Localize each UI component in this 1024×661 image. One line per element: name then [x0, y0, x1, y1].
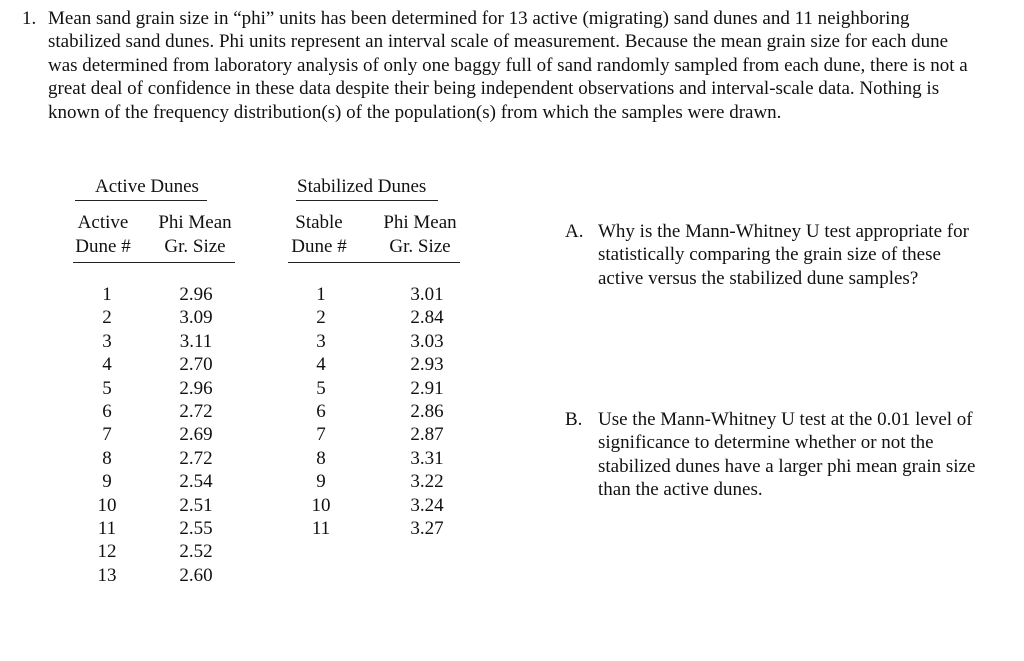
question-b: [565, 408, 985, 502]
grain-size-cell: 2.70: [179, 354, 213, 376]
grain-size-cell: 2.86: [410, 401, 444, 423]
dune-number-cell: 2: [316, 307, 326, 329]
stabilized-header-rule: [288, 262, 460, 263]
grain-size-cell: 2.52: [179, 541, 213, 563]
dune-number-cell: 6: [102, 401, 112, 423]
grain-size-cell: 3.03: [410, 330, 444, 352]
dune-number-cell: 11: [97, 518, 117, 540]
grain-size-cell: 2.91: [410, 377, 444, 399]
question-text: Why is the Mann-Whitney U test appropriate for statistically comparing the grain size of these active versus the stabilized dune samples?: [598, 221, 969, 289]
header-line: Active: [77, 212, 129, 233]
dune-number-cell: 5: [316, 377, 326, 399]
active-dunes-title: Active Dunes: [95, 176, 199, 197]
stable-dune-number-header: [286, 211, 352, 259]
grain-size-cell: 2.51: [179, 494, 213, 516]
grain-size-cell: 2.87: [410, 424, 444, 446]
grain-size-cell: 2.96: [179, 377, 213, 399]
dune-number-cell: 4: [316, 354, 326, 376]
active-dune-number-column: [88, 283, 126, 587]
grain-size-cell: 2.54: [179, 471, 213, 493]
dune-number-cell: 7: [102, 424, 112, 446]
grain-size-cell: 2.72: [179, 447, 213, 469]
grain-size-cell: 3.22: [410, 471, 444, 493]
active-title-rule: [75, 200, 207, 201]
stabilized-title-rule: [296, 200, 438, 201]
dune-number-cell: 6: [316, 401, 326, 423]
stable-phi-mean-header: [376, 211, 464, 259]
grain-size-cell: 3.11: [179, 330, 213, 352]
stable-grain-size-column: [401, 283, 453, 540]
problem-number: 1.: [22, 8, 37, 29]
header-line: Gr. Size: [164, 236, 226, 257]
header-line: Phi Mean: [158, 212, 232, 233]
dune-number-cell: 4: [102, 354, 112, 376]
dune-number-cell: 1: [316, 284, 326, 305]
header-line: Gr. Size: [389, 236, 451, 257]
active-dune-number-header: [72, 211, 134, 259]
header-line: Stable: [295, 212, 343, 233]
header-line: Dune #: [75, 236, 131, 257]
grain-size-cell: 3.27: [410, 518, 444, 540]
problem-statement: [22, 7, 982, 124]
dune-number-cell: 9: [102, 471, 112, 493]
header-line: Phi Mean: [383, 212, 457, 233]
question-text: Use the Mann-Whitney U test at the 0.01 level of significance to determine whether or not the stabilized dunes have a larger phi mean grain size than the active dunes.: [598, 409, 976, 501]
grain-size-cell: 2.84: [410, 307, 444, 329]
active-grain-size-column: [170, 283, 222, 587]
problem-text: Mean sand grain size in “phi” units has been determined for 13 active (migrating) sand dunes and 11 neighboring stabilized sand dunes. Phi units represent an interval scale of measurement. Because the mean grain size for each dune was determined from laboratory analysis of only one baggy full of sand randomly sampled from each dune, there is not a great deal of confidence in these data despite their being independent observations and interval-scale data. Nothing is known of the frequency distribution(s) of the population(s) from which the samples were drawn.: [48, 8, 968, 123]
grain-size-cell: 2.93: [410, 354, 444, 376]
grain-size-cell: 2.72: [179, 401, 213, 423]
dune-number-cell: 8: [102, 447, 112, 469]
grain-size-cell: 3.09: [179, 307, 213, 329]
header-line: Dune #: [291, 236, 347, 257]
question-a: [565, 220, 985, 290]
question-label: B.: [565, 409, 583, 430]
dune-number-cell: 3: [102, 330, 112, 352]
stabilized-dunes-title: Stabilized Dunes: [297, 176, 427, 197]
dune-number-cell: 9: [316, 471, 326, 493]
dune-number-cell: 5: [102, 377, 112, 399]
grain-size-cell: 3.31: [410, 447, 444, 469]
stable-dune-number-column: [301, 283, 341, 540]
dune-number-cell: 1: [102, 284, 112, 305]
active-phi-mean-header: [152, 211, 238, 259]
grain-size-cell: 2.55: [179, 518, 213, 540]
grain-size-cell: 2.69: [179, 424, 213, 446]
dune-number-cell: 8: [316, 447, 326, 469]
dune-number-cell: 11: [311, 518, 331, 540]
grain-size-cell: 2.96: [179, 284, 213, 305]
grain-size-cell: 3.01: [410, 284, 444, 305]
dune-number-cell: 7: [316, 424, 326, 446]
grain-size-cell: 3.24: [410, 494, 444, 516]
question-label: A.: [565, 221, 584, 242]
dune-number-cell: 3: [316, 330, 326, 352]
dune-number-cell: 12: [97, 541, 117, 563]
dune-number-cell: 2: [102, 307, 112, 329]
dune-number-cell: 10: [97, 494, 117, 516]
active-header-rule: [73, 262, 235, 263]
dune-number-cell: 10: [311, 494, 331, 516]
dune-number-cell: 13: [97, 564, 117, 586]
grain-size-cell: 2.60: [179, 564, 213, 586]
